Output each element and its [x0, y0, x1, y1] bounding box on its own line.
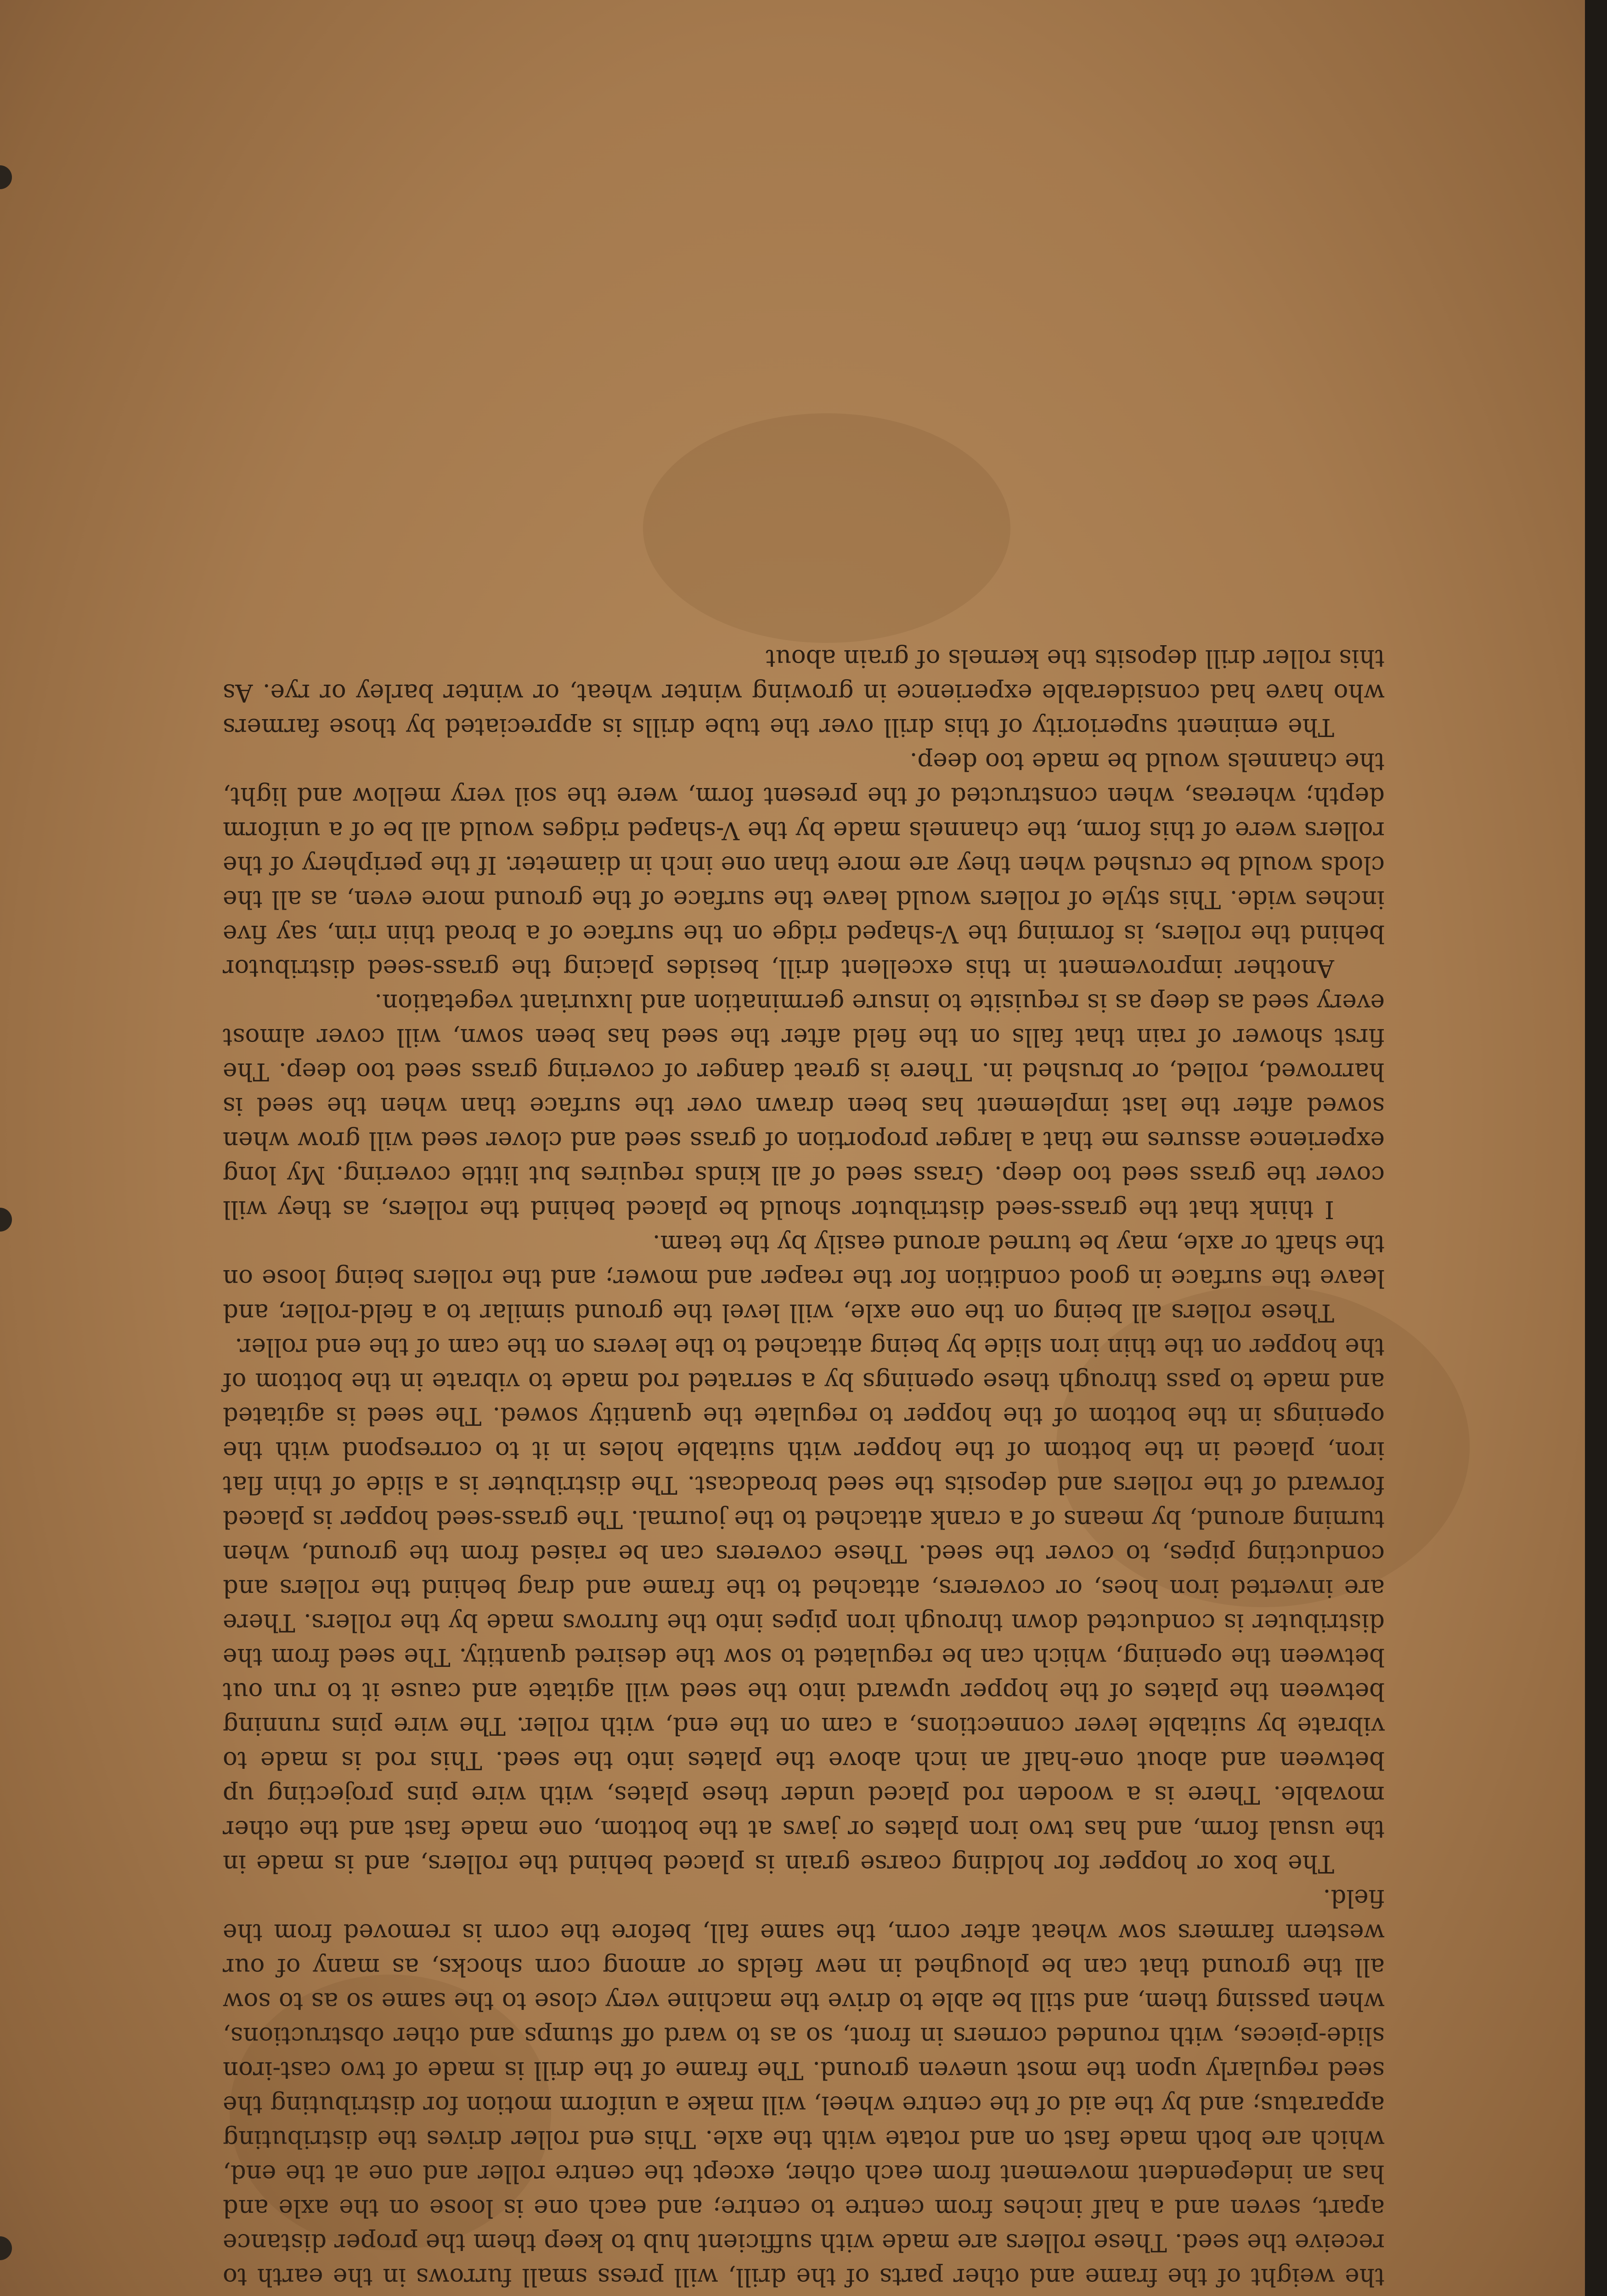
- paragraph-1: the weight of the frame and other parts of the drill, will press small furrows in the earth to receive the seed. These rollers are made with sufficient hub to keep them the proper distance apart, seven and a half inches from centre to centre; and each one is loose on the axle and has an independent movement from each other, except the centre roller and one at the end, which are both made fast on and rotate with the axle. This end roller drives the distributing apparatus; and by the aid of the centre wheel, will make a uniform motion for distributing the seed regularly upon the most uneven ground. The frame of the drill is made of two cast-iron slide-pieces, with rounded corners in front, so as to ward off stumps and other obstructions, when passing them, and still be able to drive the machine very close to the same so as to sow all the ground that can be ploughed in new fields or among corn shocks, as many of our western farmers sow wheat after corn, the same fall, before the corn is removed from the field.: [223, 1884, 1385, 2291]
- scan-border: [1585, 0, 1607, 2296]
- paragraph-2: The box or hopper for holding coarse grain is placed behind the rollers, and is made in the usual form, and has two iron plates or jaws at the bottom, one made fast and the other movable. There is a wooden rod placed under these plates, with wire pins projecting up between and about one-half an inch above the plates into the seed. This rod is made to vibrate by suitable lever connections, a cam on the end, with roller. The wire pins running between the plates of the hopper upward into the seed will agitate and cause it to run out between the opening, which can be regulated to sow the desired quantity. The seed from the distributer is conducted down through iron pipes into the furrows made by the rollers. There are inverted iron hoes, or coverers, attached to the frame and drag behind the rollers and conducting pipes, to cover the seed. These coverers can be raised from the ground, when turning around, by means of a crank attached to the journal. The grass-seed hopper is placed forward of the rollers and deposits the seed broadcast. The distributer is a slide of thin flat iron, placed in the bottom of the hopper with suitable holes in it to correspond with the openings in the bottom of the hopper to regulate the quantity sowed. The seed is agitated and made to pass through these openings by a serrated rod made to vibrate in the bottom of the hopper on the thin iron slide by being attached to the levers on the cam of the end roller.: [223, 1333, 1385, 1878]
- paragraph-5: Another improvement in this excellent drill, besides placing the grass-seed distributor behind the rollers, is forming the V-shaped ridge on the surface of a broad thin rim, say five inches wide. This style of rollers would leave the surface of the ground more even, as all the clods would be crushed when they are more than one inch in diameter. If the periphery of the rollers were of this form, the channels made by the V-shaped ridges would all be of a uniform depth; whereas, when constructed of the present form, were the soil very mellow and light, the channels would be made too deep.: [223, 748, 1385, 982]
- body-text: [223, 641, 1385, 2294]
- paragraph-4: I think that the grass-seed distributor should be placed behind the rollers, as they will cover the grass seed too deep. Grass seed of all kinds requires but little covering. My long experience assures me that a larger proportion of grass seed and clover seed will grow when sowed after the last implement has been drawn over the surface than when the seed is harrowed, rolled, or brushed in. There is great danger of covering grass seed too deep. The first shower of rain that falls on the field after the seed has been sown, will cover almost every seed as deep as is requisite to insure germination and luxuriant vegetation.: [223, 989, 1385, 1223]
- paragraph-6: The eminent superiority of this drill over the tube drills is appreciated by those farmers who have had considerable experience in growing winter wheat, or winter barley or rye. As this roller drill deposits the kernels of grain about: [223, 644, 1385, 741]
- paragraph-3: These rollers all being on the one axle, will level the ground similar to a field-roller, and leave the surface in good condition for the reaper and mower; and the rollers being loose on the shaft or axle, may be turned around easily by the team.: [223, 1230, 1385, 1327]
